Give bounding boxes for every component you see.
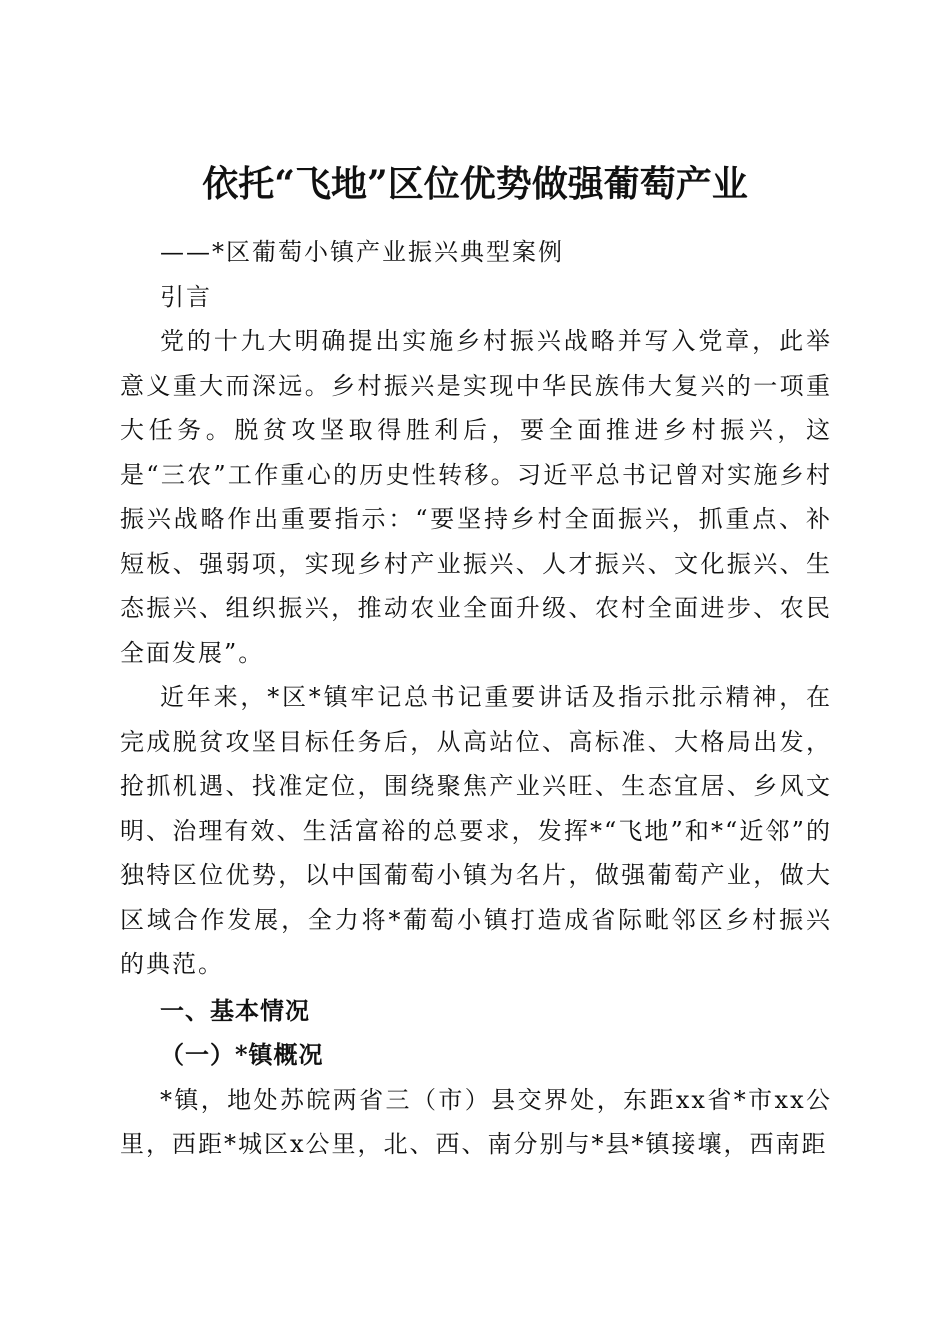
subsection-heading-town-overview: （一）*镇概况 (160, 1040, 324, 1069)
intro-paragraph-2: 近年来，*区*镇牢记总书记重要讲话及指示批示精神，在完成脱贫攻坚目标任务后，从高站位、高标准、大格局出发，抢抓机遇、找准定位，围绕聚焦产业兴旺、生态宜居、乡风文明、治理有效、生活富裕的总要求，发挥*“飞地”和*“近邻”的独特区位优势，以中国葡萄小镇为名片，做强葡萄产业，做大区域合作发展，全力将*葡萄小镇打造成省际毗邻区乡村振兴的典范。 (120, 683, 832, 978)
intro-label: 引言 (160, 282, 212, 311)
town-overview-paragraph: *镇，地处苏皖两省三（市）县交界处，东距xx省*市xx公里，西距*城区x公里，北、西、南分别与*县*镇接壤，西南距 (120, 1085, 832, 1158)
intro-paragraph-1: 党的十九大明确提出实施乡村振兴战略并写入党章，此举意义重大而深远。乡村振兴是实现中华民族伟大复兴的一项重大任务。脱贫攻坚取得胜利后，要全面推进乡村振兴，这是“三农”工作重心的历史性转移。习近平总书记曾对实施乡村振兴战略作出重要指示：“要坚持乡村全面振兴，抓重点、补短板、强弱项，实现乡村产业振兴、人才振兴、文化振兴、生态振兴、组织振兴，推动农业全面升级、农村全面进步、农民全面发展”。 (120, 327, 832, 667)
document-title: 依托“飞地”区位优势做强葡萄产业 (202, 163, 748, 206)
section-heading-basic-info: 一、基本情况 (160, 996, 310, 1025)
document-subtitle: ——*区葡萄小镇产业振兴典型案例 (160, 238, 564, 266)
document-body (120, 230, 832, 1167)
